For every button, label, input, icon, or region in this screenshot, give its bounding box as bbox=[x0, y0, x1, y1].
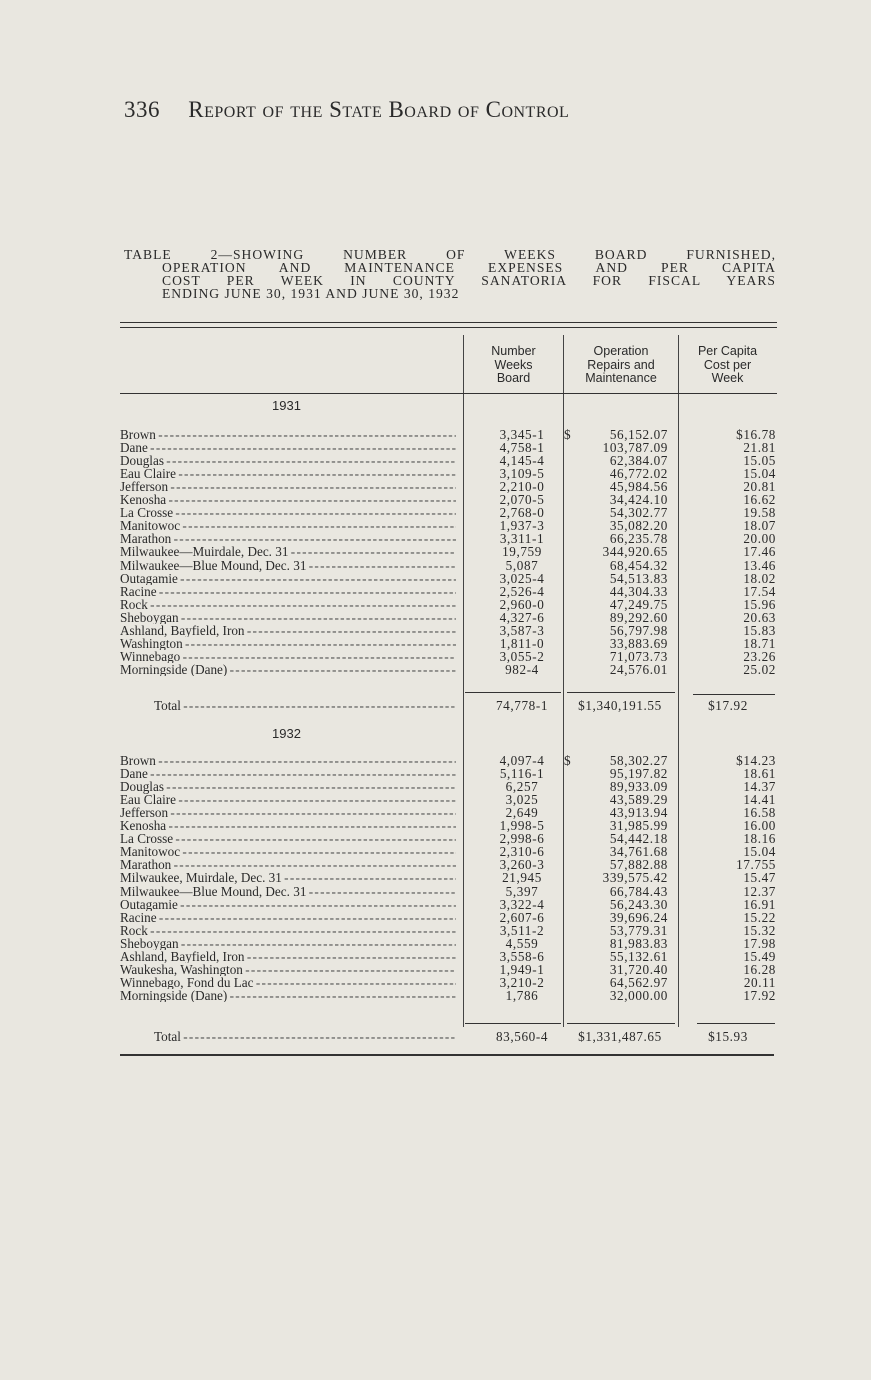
operation-value: 89,933.09 bbox=[609, 779, 668, 795]
weeks-board-value: 3,260-3 bbox=[499, 857, 545, 873]
per-capita-value: 16.91 bbox=[743, 896, 776, 912]
per-capita-value: 15.04 bbox=[743, 466, 776, 482]
operation-value: 68,454.32 bbox=[609, 557, 668, 573]
weeks-board-value: 3,322-4 bbox=[499, 896, 545, 912]
weeks-board-value: 3,345-1 bbox=[499, 427, 545, 442]
total-operation-value: $1,331,487.65 bbox=[578, 1029, 662, 1044]
operation-value: 56,152.07 bbox=[609, 427, 668, 442]
per-capita-value: 20.63 bbox=[743, 609, 776, 625]
column-header-weeks-line: Weeks bbox=[494, 357, 533, 372]
weeks-board-value: 2,649 bbox=[505, 805, 539, 821]
per-capita-value: 15.32 bbox=[743, 922, 776, 938]
weeks-board-value: 2,070-5 bbox=[499, 492, 545, 508]
county-name: Waukesha, Washington - - - bbox=[120, 963, 456, 977]
operation-value: 55,132.61 bbox=[609, 948, 668, 964]
per-capita-value: 16.58 bbox=[743, 805, 776, 821]
total-per-capita-value: $17.92 bbox=[708, 698, 748, 713]
county-name: Brown - - - bbox=[120, 754, 456, 768]
operation-value: 344,920.65 bbox=[602, 544, 668, 560]
weeks-board-value: 4,145-4 bbox=[499, 453, 545, 469]
operation-value: 54,513.83 bbox=[609, 570, 668, 586]
per-capita-value: 14.37 bbox=[743, 779, 776, 795]
operation-value: 32,000.00 bbox=[609, 987, 668, 1003]
operation-value: 35,082.20 bbox=[609, 518, 668, 534]
per-capita-value: 18.16 bbox=[743, 831, 776, 847]
column-header-weeks-line: Board bbox=[496, 371, 531, 385]
per-capita-value: 20.81 bbox=[743, 479, 776, 495]
weeks-board-value: 5,087 bbox=[505, 557, 539, 573]
weeks-board-value: 982-4 bbox=[505, 661, 539, 677]
county-name: Winnebago, Fond du Lac - - - bbox=[120, 976, 456, 990]
county-name: Washington - - - bbox=[120, 637, 456, 651]
per-capita-value: 15.83 bbox=[743, 622, 776, 638]
weeks-board-value: 3,587-3 bbox=[499, 622, 545, 638]
weeks-board-value: 3,025-4 bbox=[499, 570, 545, 586]
county-name: Rock - - - bbox=[120, 924, 456, 938]
operation-value: 57,882.88 bbox=[609, 857, 668, 873]
county-name: Racine - - - bbox=[120, 585, 456, 599]
operation-value: 103,787.09 bbox=[602, 440, 668, 456]
caption-line-1: TABLE 2—SHOWING NUMBER OF WEEKS BOARD FURNISHED, bbox=[124, 247, 776, 262]
operation-value: 44,304.33 bbox=[609, 583, 668, 599]
header-bottom-rule bbox=[120, 393, 777, 394]
operation-value: 95,197.82 bbox=[609, 766, 668, 782]
weeks-board-value: 5,397 bbox=[505, 883, 539, 899]
table-caption bbox=[124, 248, 776, 300]
per-capita-value: 23.26 bbox=[743, 648, 776, 664]
per-capita-value: 15.05 bbox=[743, 453, 776, 469]
weeks-board-value: 2,310-6 bbox=[499, 844, 545, 860]
per-capita-value: 17.92 bbox=[743, 987, 776, 1003]
weeks-board-value: 2,210-0 bbox=[499, 479, 545, 495]
subtotal-rule-weeks-1931 bbox=[465, 692, 561, 693]
per-capita-value: 25.02 bbox=[743, 661, 776, 677]
per-capita-value: 15.47 bbox=[743, 870, 776, 886]
weeks-board-value: 3,511-2 bbox=[499, 922, 545, 938]
operation-value: 24,576.01 bbox=[609, 661, 668, 677]
per-capita-value: 18.07 bbox=[743, 518, 776, 534]
weeks-board-value: 4,327-6 bbox=[499, 609, 545, 625]
county-name: La Crosse - - - bbox=[120, 832, 456, 846]
per-capita-value: 17.54 bbox=[743, 583, 776, 599]
weeks-board-value: 1,937-3 bbox=[499, 518, 545, 534]
per-capita-value: 17.46 bbox=[743, 544, 776, 560]
column-header-weeks bbox=[464, 345, 563, 386]
operation-value: 58,302.27 bbox=[609, 753, 668, 768]
county-name: Dane - - - bbox=[120, 767, 456, 781]
weeks-board-value: 3,055-2 bbox=[499, 648, 545, 664]
operation-value: 81,983.83 bbox=[609, 935, 668, 951]
weeks-board-value: 6,257 bbox=[505, 779, 539, 795]
per-capita-value: 20.00 bbox=[743, 531, 776, 547]
county-name: Manitowoc - - - bbox=[120, 519, 456, 533]
operation-value: 62,384.07 bbox=[609, 453, 668, 469]
county-name: Winnebago - - - bbox=[120, 650, 456, 664]
weeks-board-value: 2,526-4 bbox=[499, 583, 545, 599]
bottom-rule bbox=[120, 1054, 774, 1056]
weeks-board-value: 3,210-2 bbox=[499, 974, 545, 990]
county-name: Sheboygan - - - bbox=[120, 611, 456, 625]
operation-value: 54,442.18 bbox=[609, 831, 668, 847]
page-number: 336 bbox=[124, 97, 160, 122]
operation-value: 31,985.99 bbox=[609, 818, 668, 834]
caption-line-4: ENDING JUNE 30, 1931 AND JUNE 30, 1932 bbox=[162, 286, 460, 301]
county-name: Rock - - - bbox=[120, 598, 456, 612]
county-name: Jefferson - - - bbox=[120, 806, 456, 820]
per-capita-value: 17.755 bbox=[736, 857, 776, 873]
county-name: Milwaukee, Muirdale, Dec. 31 - - - bbox=[120, 871, 456, 885]
column-header-percapita-line: Per Capita bbox=[697, 344, 758, 358]
column-header-operation bbox=[564, 345, 678, 386]
county-name: Racine - - - bbox=[120, 911, 456, 925]
county-name: Brown - - - bbox=[120, 428, 456, 442]
column-header-percapita-line: Week bbox=[711, 371, 744, 385]
county-name: Marathon - - - bbox=[120, 532, 456, 546]
column-header-percapita-line: Cost per bbox=[703, 357, 752, 372]
total-label: Total - - - bbox=[120, 1030, 456, 1044]
county-name: Ashland, Bayfield, Iron - - - bbox=[120, 950, 456, 964]
weeks-board-value: 3,558-6 bbox=[499, 948, 545, 964]
weeks-board-value: 4,559 bbox=[505, 935, 539, 951]
county-name: Sheboygan - - - bbox=[120, 937, 456, 951]
column-divider-1 bbox=[463, 335, 464, 1027]
operation-value: 339,575.42 bbox=[602, 870, 668, 886]
dollar-sign: $ bbox=[564, 753, 571, 768]
per-capita-value: 16.28 bbox=[743, 961, 776, 977]
per-capita-value: 15.96 bbox=[743, 596, 776, 612]
column-header-weeks-line: Number bbox=[491, 344, 536, 358]
operation-value: 33,883.69 bbox=[609, 635, 668, 651]
per-capita-value: 21.81 bbox=[743, 440, 776, 456]
operation-value: 43,913.94 bbox=[609, 805, 668, 821]
per-capita-value: 15.04 bbox=[743, 844, 776, 860]
per-capita-value: 18.61 bbox=[743, 766, 776, 782]
weeks-board-value: 1,949-1 bbox=[499, 961, 545, 977]
subtotal-rule-op-1931 bbox=[567, 692, 675, 693]
weeks-board-value: 3,025 bbox=[505, 792, 539, 808]
operation-value: 66,784.43 bbox=[609, 883, 668, 899]
per-capita-value: 15.49 bbox=[743, 948, 776, 964]
weeks-board-value: 2,607-6 bbox=[499, 909, 545, 925]
county-name: Eau Claire - - - bbox=[120, 467, 456, 481]
per-capita-value: 13.46 bbox=[743, 557, 776, 573]
county-name: Dane - - - bbox=[120, 441, 456, 455]
per-capita-value: 18.02 bbox=[743, 570, 776, 586]
county-name: Douglas - - - bbox=[120, 454, 456, 468]
operation-value: 56,797.98 bbox=[609, 622, 668, 638]
operation-value: 39,696.24 bbox=[609, 909, 668, 925]
weeks-board-value: 3,109-5 bbox=[499, 466, 545, 482]
operation-value: 71,073.73 bbox=[609, 648, 668, 664]
county-name: Outagamie - - - bbox=[120, 572, 456, 586]
per-capita-value: 15.22 bbox=[743, 909, 776, 925]
county-name: Douglas - - - bbox=[120, 780, 456, 794]
county-name: Marathon - - - bbox=[120, 858, 456, 872]
total-weeks-value: 83,560-4 bbox=[495, 1029, 549, 1044]
weeks-board-value: 2,998-6 bbox=[499, 831, 545, 847]
column-header-operation-line: Maintenance bbox=[585, 371, 657, 385]
weeks-board-value: 5,116-1 bbox=[499, 766, 545, 782]
total-label: Total - - - bbox=[120, 699, 456, 713]
per-capita-value: 16.62 bbox=[743, 492, 776, 508]
operation-value: 56,243.30 bbox=[609, 896, 668, 912]
operation-value: 31,720.40 bbox=[609, 961, 668, 977]
per-capita-value: 12.37 bbox=[743, 883, 776, 899]
year-label-1931: 1931 bbox=[272, 398, 301, 413]
subtotal-rule-pc-1932 bbox=[697, 1023, 775, 1024]
per-capita-value: 16.00 bbox=[743, 818, 776, 834]
county-name: Milwaukee—Blue Mound, Dec. 31 - - - bbox=[120, 885, 456, 899]
column-divider-3 bbox=[678, 335, 679, 1027]
running-title: Report of the State Board of Control bbox=[188, 97, 570, 122]
year-label-1932: 1932 bbox=[272, 726, 301, 741]
weeks-board-value: 4,097-4 bbox=[499, 753, 545, 768]
dollar-sign: $ bbox=[564, 427, 571, 442]
total-weeks-value: 74,778-1 bbox=[495, 698, 549, 713]
per-capita-value: $16.78 bbox=[736, 427, 776, 442]
county-name: Milwaukee—Muirdale, Dec. 31 - - - bbox=[120, 545, 456, 559]
operation-value: 89,292.60 bbox=[609, 609, 668, 625]
operation-value: 46,772.02 bbox=[609, 466, 668, 482]
page-header bbox=[124, 97, 569, 123]
county-name: Milwaukee—Blue Mound, Dec. 31 - - - bbox=[120, 559, 456, 573]
weeks-board-value: 19,759 bbox=[502, 544, 542, 560]
column-header-operation-line: Repairs and bbox=[587, 357, 655, 372]
top-rule-2 bbox=[120, 327, 777, 328]
per-capita-value: 14.41 bbox=[743, 792, 776, 808]
caption-line-2: OPERATION AND MAINTENANCE EXPENSES AND PER CAPITA bbox=[162, 260, 776, 275]
county-name: Kenosha - - - bbox=[120, 493, 456, 507]
county-name: Morningside (Dane) - - - bbox=[120, 989, 456, 1003]
operation-value: 54,302.77 bbox=[609, 505, 668, 521]
county-name: Ashland, Bayfield, Iron - - - bbox=[120, 624, 456, 638]
county-name: Morningside (Dane) - - - bbox=[120, 663, 456, 677]
per-capita-value: 19.58 bbox=[743, 505, 776, 521]
per-capita-value: 20.11 bbox=[743, 974, 776, 990]
weeks-board-value: 1,998-5 bbox=[499, 818, 545, 834]
subtotal-rule-op-1932 bbox=[567, 1023, 675, 1024]
operation-value: 47,249.75 bbox=[609, 596, 668, 612]
operation-value: 64,562.97 bbox=[609, 974, 668, 990]
subtotal-rule-pc-1931 bbox=[693, 694, 775, 695]
weeks-board-value: 3,311-1 bbox=[499, 531, 545, 547]
weeks-board-value: 1,811-0 bbox=[499, 635, 545, 651]
operation-value: 34,761.68 bbox=[609, 844, 668, 860]
top-rule-1 bbox=[120, 322, 777, 323]
county-name: Kenosha - - - bbox=[120, 819, 456, 833]
county-name: Jefferson - - - bbox=[120, 480, 456, 494]
operation-value: 53,779.31 bbox=[609, 922, 668, 938]
operation-value: 45,984.56 bbox=[609, 479, 668, 495]
per-capita-value: $14.23 bbox=[736, 753, 776, 768]
column-header-percapita bbox=[679, 345, 776, 386]
weeks-board-value: 21,945 bbox=[502, 870, 542, 886]
operation-value: 43,589.29 bbox=[609, 792, 668, 808]
county-name: Manitowoc - - - bbox=[120, 845, 456, 859]
per-capita-value: 18.71 bbox=[743, 635, 776, 651]
county-name: Outagamie - - - bbox=[120, 898, 456, 912]
total-operation-value: $1,340,191.55 bbox=[578, 698, 662, 713]
total-per-capita-value: $15.93 bbox=[708, 1029, 748, 1044]
operation-value: 34,424.10 bbox=[609, 492, 668, 508]
operation-value: 66,235.78 bbox=[609, 531, 668, 547]
weeks-board-value: 2,960-0 bbox=[499, 596, 545, 612]
weeks-board-value: 2,768-0 bbox=[499, 505, 545, 521]
county-name: La Crosse - - - bbox=[120, 506, 456, 520]
column-header-operation-line: Operation bbox=[593, 344, 649, 358]
weeks-board-value: 4,758-1 bbox=[499, 440, 545, 456]
per-capita-value: 17.98 bbox=[743, 935, 776, 951]
caption-line-3: COST PER WEEK IN COUNTY SANATORIA FOR FISCAL YEARS bbox=[162, 273, 776, 288]
subtotal-rule-weeks-1932 bbox=[465, 1023, 561, 1024]
county-name: Eau Claire - - - bbox=[120, 793, 456, 807]
weeks-board-value: 1,786 bbox=[505, 987, 539, 1003]
